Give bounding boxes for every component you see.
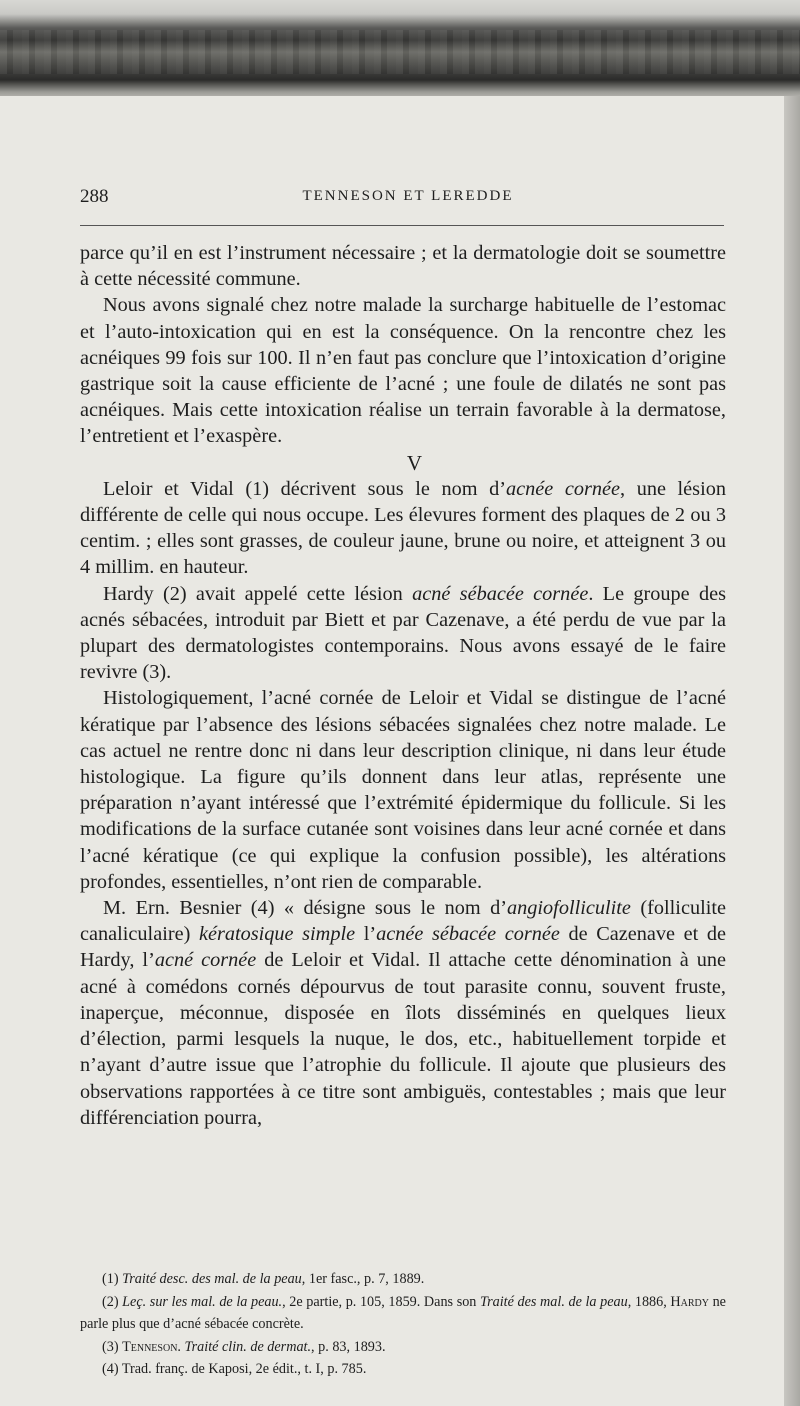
page-edge (784, 96, 800, 1406)
footnote-1: (1) Traité desc. des mal. de la peau, 1er fasc., p. 7, 1889. (102, 1271, 425, 1287)
paragraph-3: Leloir et Vidal (1) décrivent sous le nom d’acnée cornée, une lésion différente de celle qui nous occupe. Les élevures forment des plaques de 2 ou 3 centim. ; elles sont grasses, de couleur jaune, brune ou noire, et atteignent 3 ou 4 millim. en hauteur. (80, 477, 726, 579)
body-text (80, 240, 726, 1131)
footnotes (80, 1268, 726, 1381)
running-head: TENNESON ET LEREDDE (302, 188, 514, 204)
paragraph-6: M. Ern. Besnier (4) « désigne sous le nom d’angiofolliculite (folliculite canaliculaire) kératosique simple l’acnée sébacée cornée de Cazenave et de Hardy, l’acné cornée de Leloir et Vidal. Il attache cette dénomination à une acné à comédons cornés dépourvus de tout parasite connu, souvent fruste, inaperçue, méconnue, disposée en îlots disséminés en quelques lieux d’élection, parmi lesquels la nuque, le dos, etc., habituellement torpide et n’ayant d’autre issue que l’atrophie du follicule. Il ajoute que plusieurs des observations rapportées à ce titre sont ambiguës, contestables ; mais que leur différenciation pourra, (80, 897, 726, 1129)
page-header (80, 186, 726, 214)
paragraph-2: Nous avons signalé chez notre malade la surcharge habituelle de l’estomac et l’auto-intoxication qui en est la conséquence. On la rencontre chez les acnéiques 99 fois sur 100. Il n’en faut pas conclure que l’intoxication d’origine gastrique soit la cause efficiente de l’acné ; une foule de dilatés ne sont pas acnéiques. Mais cette intoxication réalise un terrain favorable à la dermatose, l’entretient et l’exaspère. (80, 294, 726, 448)
paragraph-1: parce qu’il en est l’instrument nécessaire ; et la dermatologie doit se soumettre à cette nécessité commune. (80, 242, 726, 291)
footnote-4: (4) Trad. franç. de Kaposi, 2e édit., t. I, p. 785. (102, 1361, 367, 1378)
page-number: 288 (80, 186, 109, 207)
section-number: V (406, 450, 423, 475)
paragraph-5: Histologiquement, l’acné cornée de Leloir et Vidal se distingue de l’acné kératique par l’absence des lésions sébacées signalées chez notre malade. Le cas actuel ne rentre donc ni dans leur description clinique, ni dans leur étude histologique. La figure qu’ils donnent dans leur atlas, représente une préparation n’ayant intéressé que l’extrémité épidermique du follicule. Si les modifications de la surface cutanée sont voisines dans leur acné cornée et dans l’acné kératique (ce qui explique la confusion possible), les altérations profondes, essentielles, n’ont rien de comparable. (80, 687, 726, 893)
book-binding-edge (0, 0, 800, 104)
header-rule (80, 225, 724, 226)
footnote-2: (2) Leç. sur les mal. de la peau., 2e partie, p. 105, 1859. Dans son Traité des mal. de la peau, 1886, Hardy ne parle plus que d’acné sébacée concrète. (80, 1293, 726, 1333)
footnote-3: (3) Tenneson. Traité clin. de dermat., p. 83, 1893. (102, 1338, 386, 1355)
paragraph-4: Hardy (2) avait appelé cette lésion acné sébacée cornée. Le groupe des acnés sébacées, introduit par Biett et par Cazenave, a été perdu de vue par la plupart des dermatologistes contemporains. Nous avons essayé de le faire revivre (3). (80, 582, 726, 684)
